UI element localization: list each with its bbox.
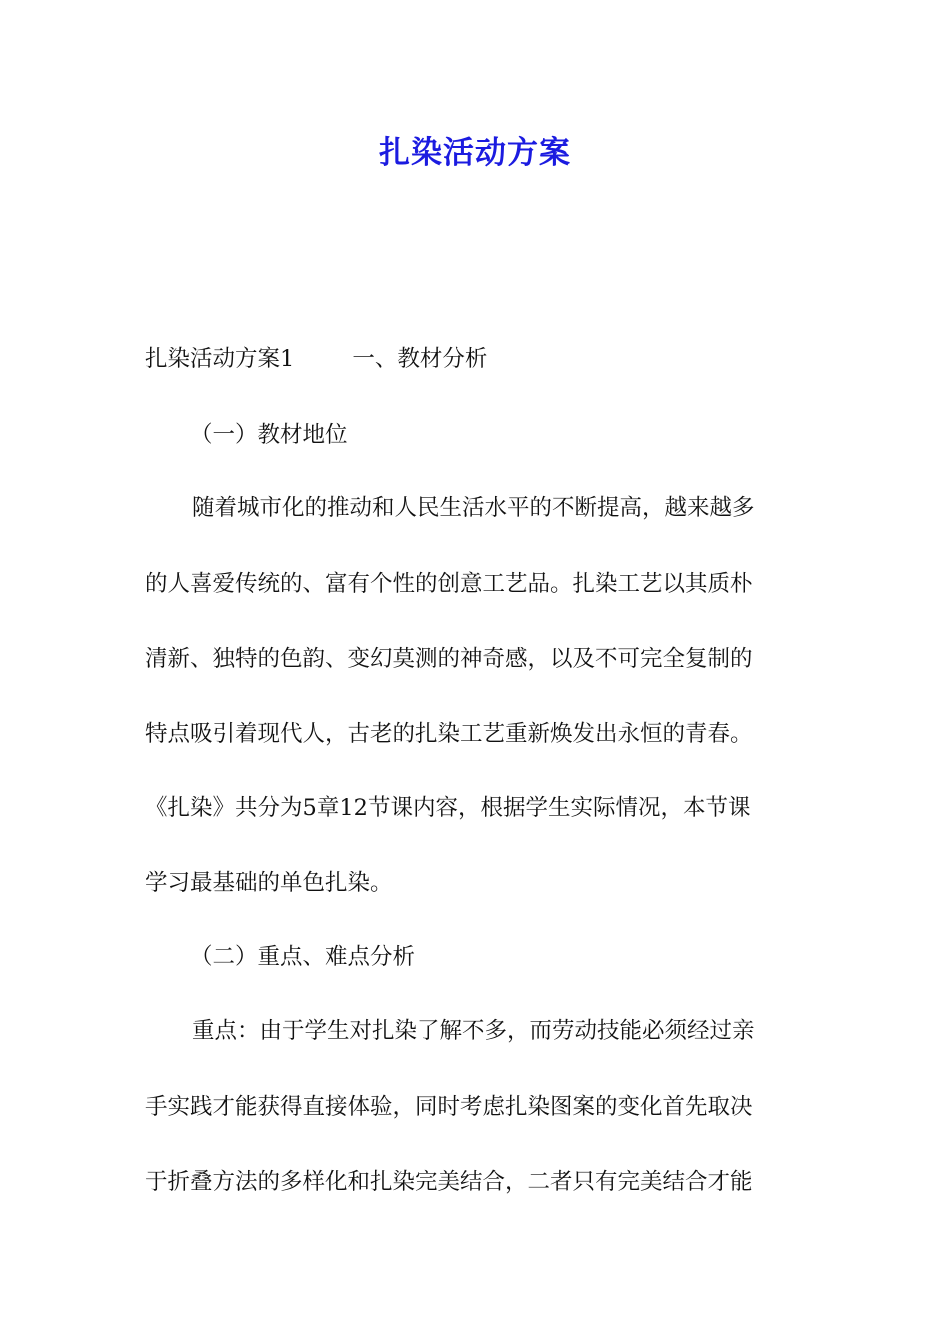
paragraph-line: 手实践才能获得直接体验，同时考虑扎染图案的变化首先取决: [145, 1094, 753, 1120]
paragraph-line: 于折叠方法的多样化和扎染完美结合，二者只有完美结合才能: [145, 1169, 753, 1195]
sub-heading-key-difficult-points: （二）重点、难点分析: [190, 944, 416, 970]
document-title: 扎染活动方案: [379, 135, 571, 171]
section-label: 扎染活动方案1: [145, 346, 295, 372]
paragraph-line: 特点吸引着现代人，古老的扎染工艺重新焕发出永恒的青春。: [145, 721, 753, 747]
heading-teaching-material-analysis: 一、教材分析: [352, 346, 488, 372]
sub-heading-material-status: （一）教材地位: [190, 422, 348, 448]
paragraph-line: 学习最基础的单色扎染。: [145, 870, 393, 896]
paragraph-line: 重点：由于学生对扎染了解不多，而劳动技能必须经过亲: [192, 1018, 755, 1044]
section-heading-line: [145, 339, 810, 379]
paragraph-line: 《扎染》共分为5章12节课内容，根据学生实际情况，本节课: [145, 795, 751, 821]
paragraph-line: 的人喜爱传统的、富有个性的创意工艺品。扎染工艺以其质朴: [145, 571, 753, 597]
paragraph-line: 清新、独特的色韵、变幻莫测的神奇感，以及不可完全复制的: [145, 646, 753, 672]
paragraph-line: 随着城市化的推动和人民生活水平的不断提高，越来越多: [192, 495, 755, 521]
